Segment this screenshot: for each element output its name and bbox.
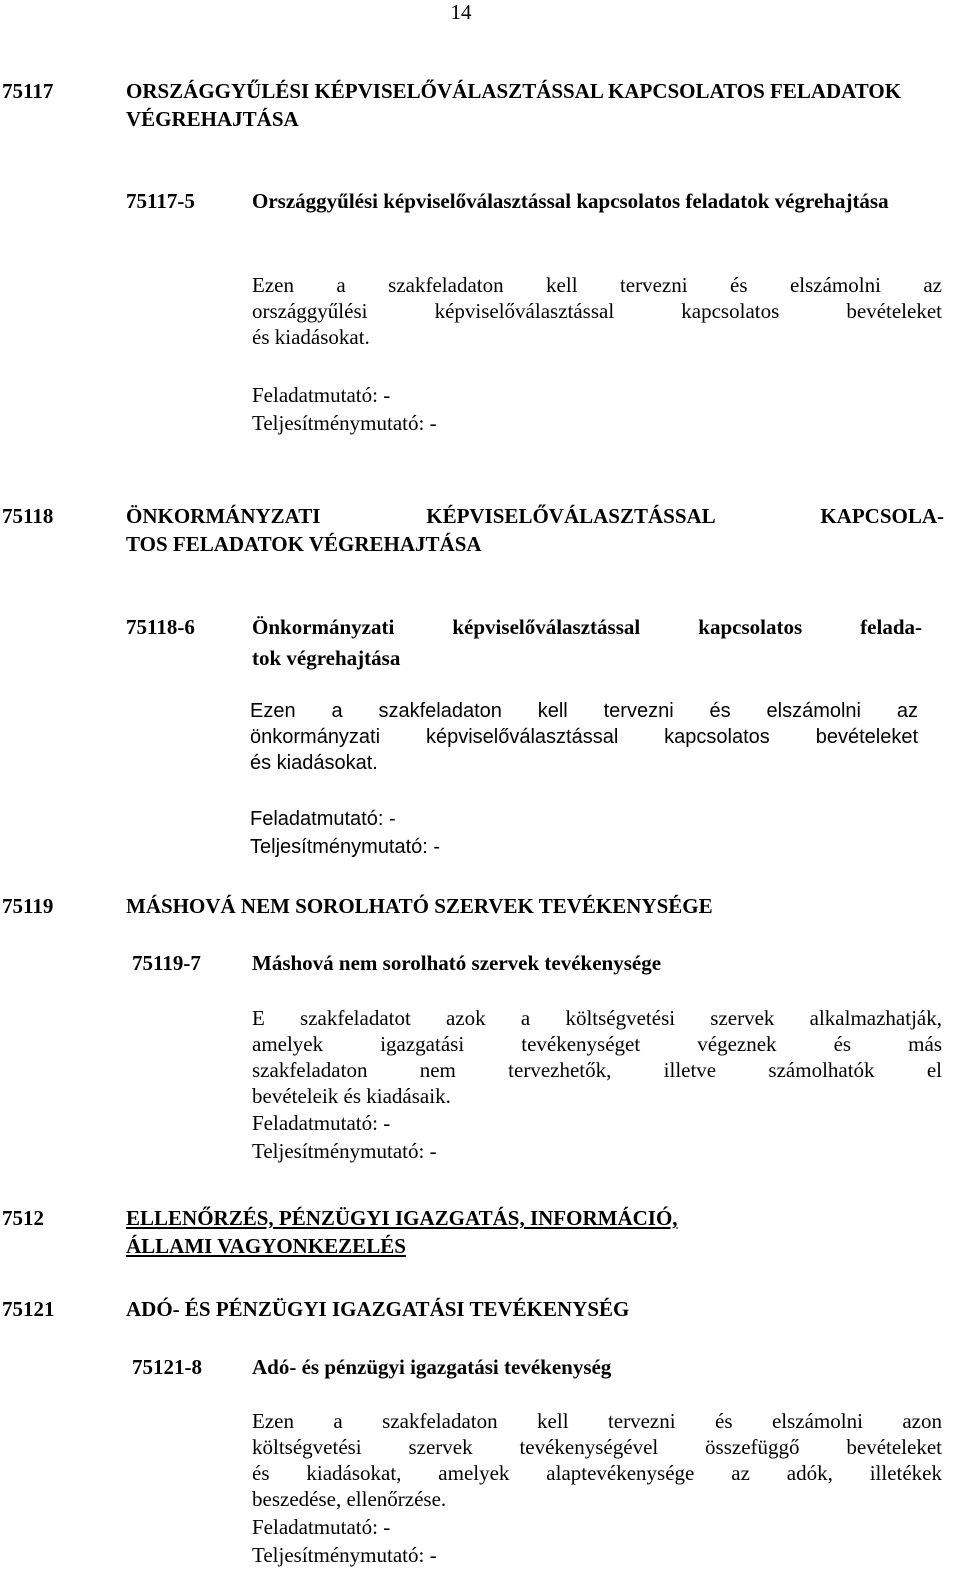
description-line: bevételeik és kiadásaik. [252, 1084, 451, 1108]
description-line: E szakfeladatot azok a költségvetési szervek alkalmazhatják, [252, 1006, 942, 1030]
description-line: országgyűlési képviselőválasztással kapcsolatos bevételeket [252, 299, 942, 323]
subsection-title-line: Önkormányzati képviselőválasztással kapcsolatos felada- [252, 615, 922, 639]
section-title-line: ÖNKORMÁNYZATI KÉPVISELŐVÁLASZTÁSSAL KAPCSOLA- [126, 504, 944, 528]
section-title: ORSZÁGGYŰLÉSI KÉPVISELŐVÁLASZTÁSSAL KAPCSOLATOS FELADATOK VÉGREHAJTÁSA [126, 79, 902, 131]
description-line: önkormányzati képviselőválasztással kapcsolatos bevételeket [250, 726, 918, 748]
performance-indicator: Teljesítménymutató: - [250, 836, 441, 858]
task-indicator: Feladatmutató: - [252, 1111, 391, 1135]
description-line: szakfeladaton nem tervezhetők, illetve számolhatók el [252, 1058, 942, 1082]
subsection-description [252, 272, 942, 350]
subsection-title: Máshová nem sorolható szervek tevékenysége [252, 951, 662, 975]
description-line: és kiadásokat. [250, 752, 378, 774]
section-code: 7512 [2, 1206, 44, 1230]
subsection-description [252, 1005, 942, 1109]
section-code: 75117 [2, 79, 54, 103]
subsection-title-line: tok végrehajtása [252, 646, 401, 670]
subsection-title: Országgyűlési képviselőválasztással kapcsolatos feladatok végrehajtása [252, 189, 889, 213]
performance-indicator: Teljesítménymutató: - [252, 1543, 437, 1567]
subsection-title: Adó- és pénzügyi igazgatási tevékenység [252, 1355, 612, 1379]
description-line: és kiadásokat, amelyek alaptevékenysége az adók, illetékek [252, 1461, 942, 1485]
description-line: amelyek igazgatási tevékenységet végeznek és más [252, 1032, 942, 1056]
subsection-code: 75119-7 [132, 951, 201, 975]
subsection-code: 75117-5 [126, 189, 195, 213]
section-title: MÁSHOVÁ NEM SOROLHATÓ SZERVEK TEVÉKENYSÉGE [126, 894, 713, 918]
task-indicator: Feladatmutató: - [252, 383, 391, 407]
subsection-code: 75121-8 [132, 1355, 202, 1379]
description-line: és kiadásokat. [252, 325, 370, 349]
description-line: Ezen a szakfeladaton kell tervezni és elszámolni az [250, 700, 918, 722]
subsection-description [250, 698, 918, 776]
section-code: 75119 [2, 894, 54, 918]
section-title-line: ÁLLAMI VAGYONKEZELÉS [126, 1234, 406, 1258]
task-indicator: Feladatmutató: - [252, 1515, 391, 1539]
subsection-title [252, 612, 922, 674]
section-code: 75121 [2, 1297, 55, 1321]
section-title [126, 502, 944, 558]
subsection-code: 75118-6 [126, 615, 195, 639]
section-title [126, 1204, 678, 1260]
section-code: 75118 [2, 504, 54, 528]
page-number: 14 [450, 0, 472, 24]
section-title: ADÓ- ÉS PÉNZÜGYI IGAZGATÁSI TEVÉKENYSÉG [126, 1297, 630, 1321]
description-line: Ezen a szakfeladaton kell tervezni és elszámolni azon [252, 1409, 942, 1433]
performance-indicator: Teljesítménymutató: - [252, 1139, 437, 1163]
description-line: költségvetési szervek tevékenységével összefüggő bevételeket [252, 1435, 942, 1459]
task-indicator: Feladatmutató: - [250, 808, 396, 830]
subsection-description [252, 1408, 942, 1512]
performance-indicator: Teljesítménymutató: - [252, 411, 437, 435]
description-line: beszedése, ellenőrzése. [252, 1487, 447, 1511]
description-line: Ezen a szakfeladaton kell tervezni és elszámolni az [252, 273, 942, 297]
section-title-line: TOS FELADATOK VÉGREHAJTÁSA [126, 532, 482, 556]
section-title-line: ELLENŐRZÉS, PÉNZÜGYI IGAZGATÁS, INFORMÁCIÓ, [126, 1206, 678, 1230]
